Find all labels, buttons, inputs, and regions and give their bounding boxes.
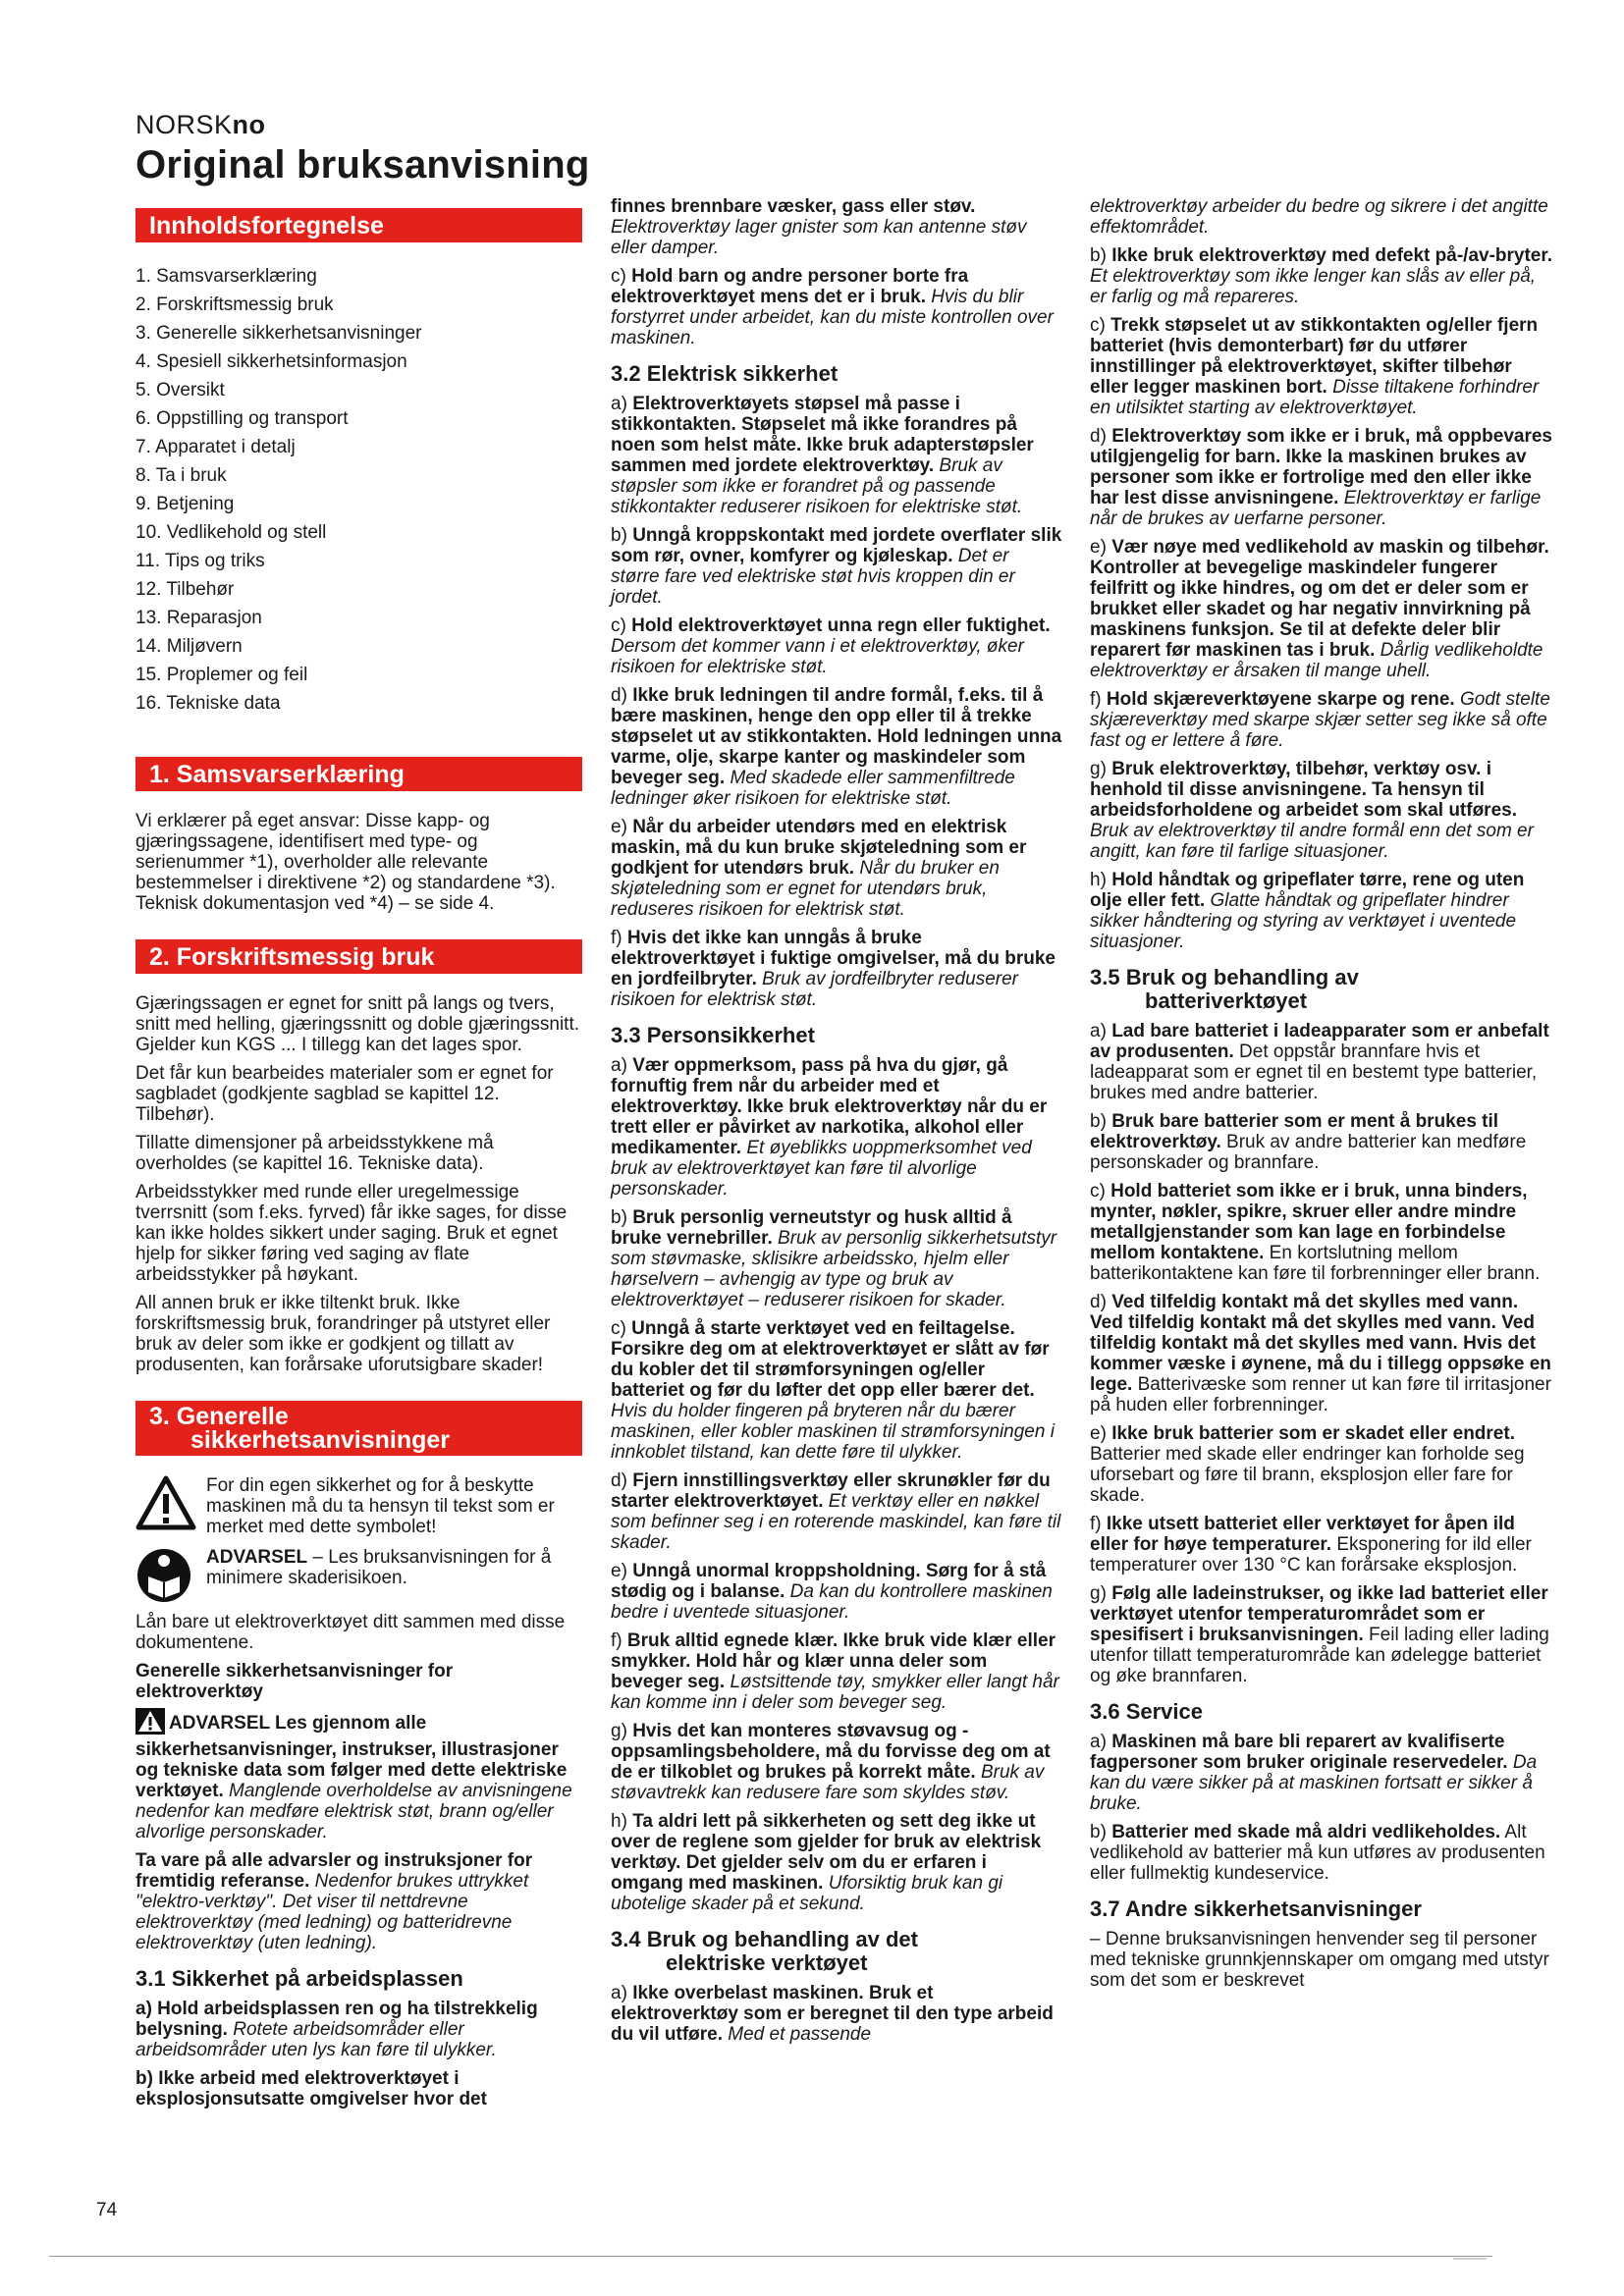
s2-paragraph: Det får kun bearbeides materialer som er egnet for sagbladet (godkjente sagblad se kapittel 12. Tilbehør). [135,1063,554,1125]
document-title: Original bruksanvisning [135,143,590,187]
s32-item-d: d) Ikke bruk ledningen til andre formål, f.eks. til å bære maskinen, henge den opp eller til å trekke støpselet ut av stikkontakten. Hold ledningen unna varme, olje, skarpe kanter og maskindeler som beveger seg. Med skadede eller sammenfiltrede ledninger øker risikoen for elektriske støt. [611,685,1062,809]
s34-item-g: g) Bruk elektroverktøy, tilbehør, verktøy osv. i henhold til disse anvisningene. Ta hensyn til arbeidsforholdene og arbeidet som skal utføres. Bruk av elektroverktøy til andre formål enn det som er angitt, kan føre til farlige situasjoner. [1090,759,1534,862]
section-3-6-heading: 3.6 Service [1090,1699,1203,1724]
s31-item-c: c) Hold barn og andre personer borte fra elektroverktøyet mens det er i bruk. Hvis du blir forstyrret under arbeidet, kan du miste kontrollen over maskinen. [611,266,1054,348]
s33-item-d: d) Fjern innstillingsverktøy eller skrunøkler før du starter elektroverktøyet. Et verktøy eller en nøkkel som befinner seg i en roterende maskindel, kan føre til skader. [611,1470,1061,1553]
s34-item-a-start: a) Ikke overbelast maskinen. Bruk et elektroverktøy som er beregnet til den type arbeid du vil utføre. Med et passende [611,1983,1054,2045]
toc-item[interactable]: 12. Tilbehør [135,579,235,600]
section-3-3-heading: 3.3 Personsikkerhet [611,1023,815,1047]
section-3-2-heading: 3.2 Elektrisk sikkerhet [611,361,839,386]
warning-paragraph: ADVARSEL Les gjennom alle sikkerhetsanvisninger, instrukser, illustrasjoner og tekniske data som følger med dette elektriske verktøyet. Manglende overholdelse av anvisningene nedenfor kan medføre elektrisk støt, brann og/eller alvorlige personskader. [135,1708,582,1842]
table-of-contents [135,262,582,718]
toc-item[interactable]: 4. Spesiell sikkerhetsinformasjon [135,351,407,372]
toc-item[interactable]: 16. Tekniske data [135,693,281,714]
section-1-heading: 1. Samsvarserklæring [135,757,582,791]
toc-item[interactable]: 14. Miljøvern [135,636,243,657]
toc-item[interactable]: 8. Ta i bruk [135,465,227,486]
toc-item[interactable]: 6. Oppstilling og transport [135,408,349,429]
footer-mark [1453,2258,1487,2260]
section-3-7-heading: 3.7 Andre sikkerhetsanvisninger [1090,1896,1422,1921]
symbol-note: For din egen sikkerhet og for å beskytte maskinen må du ta hensyn til tekst som er merket med dette symbolet! [135,1475,582,1537]
s35-item-a: a) Lad bare batteriet i ladeapparater som er anbefalt av produsenten. Det oppstår brannfare hvis et ladeapparat som er egnet til en bestemt type batterier, brukes med andre batterier. [1090,1021,1549,1103]
s2-paragraph: Gjæringssagen er egnet for snitt på langs og tvers, snitt med helling, gjæringssnitt og doble gjæringssnitt. Gjelder kun KGS ... I tillegg kan det lages spor. [135,993,580,1055]
s31-item-b-cont: finnes brennbare væsker, gass eller støv. Elektroverktøy lager gnister som kan antenne støv eller damper. [611,196,1027,258]
s35-item-b: b) Bruk bare batterier som er ment å brukes til elektroverktøy. Bruk av andre batterier kan medføre personskader og brannfare. [1090,1111,1527,1173]
s34-item-a-cont: elektroverktøy arbeider du bedre og sikrere i det angitte effektområdet. [1090,196,1548,238]
warning-triangle-icon [135,1708,165,1739]
read-manual-note: ADVARSEL – Les bruksanvisningen for å minimere skaderisikoen. [135,1547,582,1602]
s32-item-a: a) Elektroverktøyets støpsel må passe i stikkontakten. Støpselet må ikke forandres på noen som helst måte. Ikke bruk adapterstøpsler sammen med jordete elektroverktøy. Bruk av støpsler som ikke er forandret på og passende stikkontakter reduserer risikoen for elektriske støt. [611,394,1034,517]
general-safety-heading: Generelle sikkerhetsanvisninger for elektroverktøy [135,1661,454,1702]
s2-paragraph: Arbeidsstykker med runde eller uregelmessige tverrsnitt (som f.eks. fyrved) får ikke sages, for disse kan ikke holdes sikkert under saging. Bruk et egnet hjelp for sikker føring ved saging av flate arbeidsstykker på høykant. [135,1182,568,1285]
toc-heading: Innholdsfortegnelse [135,208,582,242]
s34-item-e: e) Vær nøye med vedlikehold av maskin og tilbehør. Kontroller at bevegelige maskindeler fungerer feilfritt og ikke hindres, og om det er deler som er brukket eller skadet og har negativ innvirkning på maskinens funksjon. Se til at defekte deler blir reparert før maskinen tas i bruk. Dårlig vedlikeholdte elektroverktøy er årsaken til mange uhell. [1090,537,1549,681]
s33-item-g: g) Hvis det kan monteres støvavsug og -oppsamlingsbeholdere, må du forvisse deg om at de er tilkoblet og brukes på korrekt måte. Bruk av støvavtrekk kan redusere fare som skyldes støv. [611,1721,1051,1803]
toc-item[interactable]: 11. Tips og triks [135,551,265,571]
column-middle [611,196,1062,2053]
s36-item-a: a) Maskinen må bare bli reparert av kvalifiserte fagpersoner som bruker originale reservedeler. Da kan du være sikker på at maskinen fortsatt er sikker å bruke. [1090,1732,1538,1814]
s35-item-e: e) Ikke bruk batterier som er skadet eller endret. Batterier med skade eller endringer kan forholde seg uforsebart og føre til brann, eksplosjon eller fare for skade. [1090,1423,1525,1506]
toc-item[interactable]: 2. Forskriftsmessig bruk [135,294,334,315]
toc-item[interactable]: 15. Proplemer og feil [135,665,308,685]
s33-item-e: e) Unngå unormal kroppsholdning. Sørg for å stå stødig og i balanse. Da kan du kontrollere maskinen bedre i uventede situasjoner. [611,1561,1053,1623]
s35-item-f: f) Ikke utsett batteriet eller verktøyet for åpen ild eller for høye temperaturer. Eksponering for ild eller temperaturer over 130 °C kan forårsake eksplosjon. [1090,1514,1532,1575]
s32-item-c: c) Hold elektroverktøyet unna regn eller fuktighet. Dersom det kommer vann i et elektroverktøy, øker risikoen for elektriske støt. [611,615,1051,677]
s35-item-g: g) Følg alle ladeinstrukser, og ikke lad batteriet eller verktøyet utenfor temperaturområdet som er spesifisert i bruksanvisningen. Feil lading eller lading utenfor tillatt temperaturområde kan ødelegge batteriet og øke brannfaren. [1090,1583,1549,1686]
s34-item-c: c) Trekk støpselet ut av stikkontakten og/eller fjern batteriet (hvis demonterbart) før du utfører innstillinger på elektroverktøyet, skifter tilbehør eller legger maskinen bort. Disse tiltakene forhindrer en utilsiktet starting av elektroverktøyet. [1090,315,1540,418]
toc-item[interactable]: 9. Betjening [135,494,235,514]
toc-item[interactable]: 13. Reparasjon [135,608,262,628]
column-right [1090,196,1553,1999]
s37-text: – Denne bruksanvisningen henvender seg til personer med tekniske grunnkjennskaper om omgang med utstyr som det som er beskrevet [1090,1929,1549,1991]
s32-item-b: b) Unngå kroppskontakt med jordete overflater slik som rør, ovner, komfyrer og kjøleskap. Det er større fare ved elektriske støt hvis kroppen din er jordet. [611,525,1062,608]
section-3-1-heading: 3.1 Sikkerhet på arbeidsplassen [135,1966,463,1991]
warning-triangle-icon [135,1475,196,1535]
s34-item-b: b) Ikke bruk elektroverktøy med defekt på-/av-bryter. Et elektroverktøy som ikke lenger kan slås av eller på, er farlig og må repareres. [1090,245,1552,307]
s33-item-f: f) Bruk alltid egnede klær. Ikke bruk vide klær eller smykker. Hold hår og klær unna deler som beveger seg. Løstsittende tøy, smykker eller langt hår kan komme inn i deler som beveger seg. [611,1630,1059,1713]
s32-item-e: e) Når du arbeider utendørs med en elektrisk maskin, må du kun bruke skjøteledning som er godkjent for utendørs bruk. Når du bruker en skjøteledning som er egnet for utendørs bruk, reduseres risikoen for elektrisk støt. [611,817,1027,920]
s31-item-a: a) Hold arbeidsplassen ren og ha tilstrekkelig belysning. Rotete arbeidsområder eller arbeidsområder uten lys kan føre til ulykker. [135,1999,538,2060]
section-2-heading: 2. Forskriftsmessig bruk [135,939,582,974]
s35-item-d: d) Ved tilfeldig kontakt må det skylles med vann. Ved tilfeldig kontakt må det skylles med vann. Ved tilfeldig kontakt må det skylles med vann. Hvis det kommer væske i øynene, må du i tillegg oppsøke en lege. Batterivæske som renner ut kan føre til irritasjoner på huden eller forbrenninger. [1090,1292,1551,1415]
toc-item[interactable]: 5. Oversikt [135,380,225,400]
s31-item-b-start: b) Ikke arbeid med elektroverktøyet i eksplosjonsutsatte omgivelser hvor det [135,2068,487,2109]
s33-item-c: c) Unngå å starte verktøyet ved en feiltagelse. Forsikre deg om at elektroverktøyet er slått av før du kobler det til strømforsyningen og/eller batteriet og før du løfter det opp eller bærer det. Hvis du holder fingeren på bryteren når du bærer maskinen, eller kobler maskinen til strømforsyningen i innkoblet tilstand, kan dette føre til ulykker. [611,1318,1055,1463]
section-3-4-heading: 3.4 Bruk og behandling av det elektriske verktøyet [611,1927,918,1975]
s35-item-c: c) Hold batteriet som ikke er i bruk, unna binders, mynter, nøkler, spikre, skruer eller andre mindre metallgjenstander som kan lage en forbindelse mellom kontaktene. En kortslutning mellom batterikontaktene kan føre til forbrenninger eller brann. [1090,1181,1541,1284]
s34-item-f: f) Hold skjæreverktøyene skarpe og rene. Godt stelte skjæreverktøy med skarpe skjær setter seg ikke så ofte fast og er lettere å føre. [1090,689,1550,751]
s34-item-h: h) Hold håndtak og gripeflater tørre, rene og uten olje eller fett. Glatte håndtak og gripeflater hindrer sikker håndtering og styring av verktøyet i uventede situasjoner. [1090,870,1525,952]
section-3-heading: 3. Generelle sikkerhetsanvisninger [135,1401,582,1456]
read-manual-icon [135,1547,192,1609]
s33-item-b: b) Bruk personlig verneutstyr og husk alltid å bruke vernebriller. Bruk av personlig sikkerhetsutstyr som støvmaske, sklisikre arbeidssko, hjelm eller hørselvern – avhengig av type og bruk av elektroverktøyet – reduserer risikoen for skader. [611,1207,1057,1310]
toc-item[interactable]: 1. Samsvarserklæring [135,266,317,287]
s34-item-d: d) Elektroverktøy som ikke er i bruk, må oppbevares utilgjengelig for barn. Ikke la maskinen brukes av personer som ikke er fortrolige med den eller ikke har lest disse anvisningene. Elektroverktøy er farlige når de brukes av uerfarne personer. [1090,426,1552,529]
s32-item-f: f) Hvis det ikke kan unngås å bruke elektroverktøyet i fuktige omgivelser, må du bruke en jordfeilbryter. Bruk av jordfeilbryter reduserer risikoen for elektrisk støt. [611,928,1056,1010]
s36-item-b: b) Batterier med skade må aldri vedlikeholdes. Alt vedlikehold av batterier må kun utføres av produsenten eller fullmektig kundeservice. [1090,1822,1545,1884]
s2-paragraph: Tillatte dimensjoner på arbeidsstykkene må overholdes (se kapittel 16. Tekniske data). [135,1133,494,1174]
language-label: NORSKno [135,110,266,139]
lend-note: Lån bare ut elektroverktøyet ditt sammen med disse dokumentene. [135,1612,566,1653]
keep-instructions-paragraph: Ta vare på alle advarsler og instruksjoner for fremtidig referanse. Nedenfor brukes uttrykket "elektro-verktøy". Det viser til nettdrevne elektroverktøy (med ledning) og batteridrevne elektroverktøy (uten ledning). [135,1850,533,1953]
toc-item[interactable]: 3. Generelle sikkerhetsanvisninger [135,323,422,344]
s33-item-a: a) Vær oppmerksom, pass på hva du gjør, gå fornuftig frem når du arbeider med et elektroverktøy. Ikke bruk elektroverktøy når du er trett eller er påvirket av narkotika, alkohol eller medikamenter. Et øyeblikks uoppmerksomhet ved bruk av elektroverktøyet kan føre til alvorlige personskader. [611,1055,1048,1200]
s2-paragraph: All annen bruk er ikke tiltenkt bruk. Ikke forskriftsmessig bruk, forandringer på utstyret eller bruk av deler som ikke er godkjent og tillatt av produsenten, kan forårsake uforutsigbare skader! [135,1293,551,1375]
section-3-5-heading: 3.5 Bruk og behandling av batteriverktøyet [1090,965,1359,1013]
toc-item[interactable]: 10. Vedlikehold og stell [135,522,327,543]
footer-divider [49,2256,1492,2257]
page-number: 74 [96,2200,118,2220]
section-1-text: Vi erklærer på eget ansvar: Disse kapp- og gjæringssagene, identifisert med type- og serienummer *1), overholder alle relevante bestemmelser i direktivene *2) og standardene *3). Teknisk dokumentasjon ved *4) – se side 4. [135,811,556,914]
toc-item[interactable]: 7. Apparatet i detalj [135,437,296,457]
column-left [135,208,582,2117]
s33-item-h: h) Ta aldri lett på sikkerheten og sett deg ikke ut over de reglene som gjelder for bruk av elektrisk verktøy. Det gjelder selv om du er erfaren i omgang med maskinen. Uforsiktig bruk kan gi ubotelige skader på et sekund. [611,1811,1042,1914]
